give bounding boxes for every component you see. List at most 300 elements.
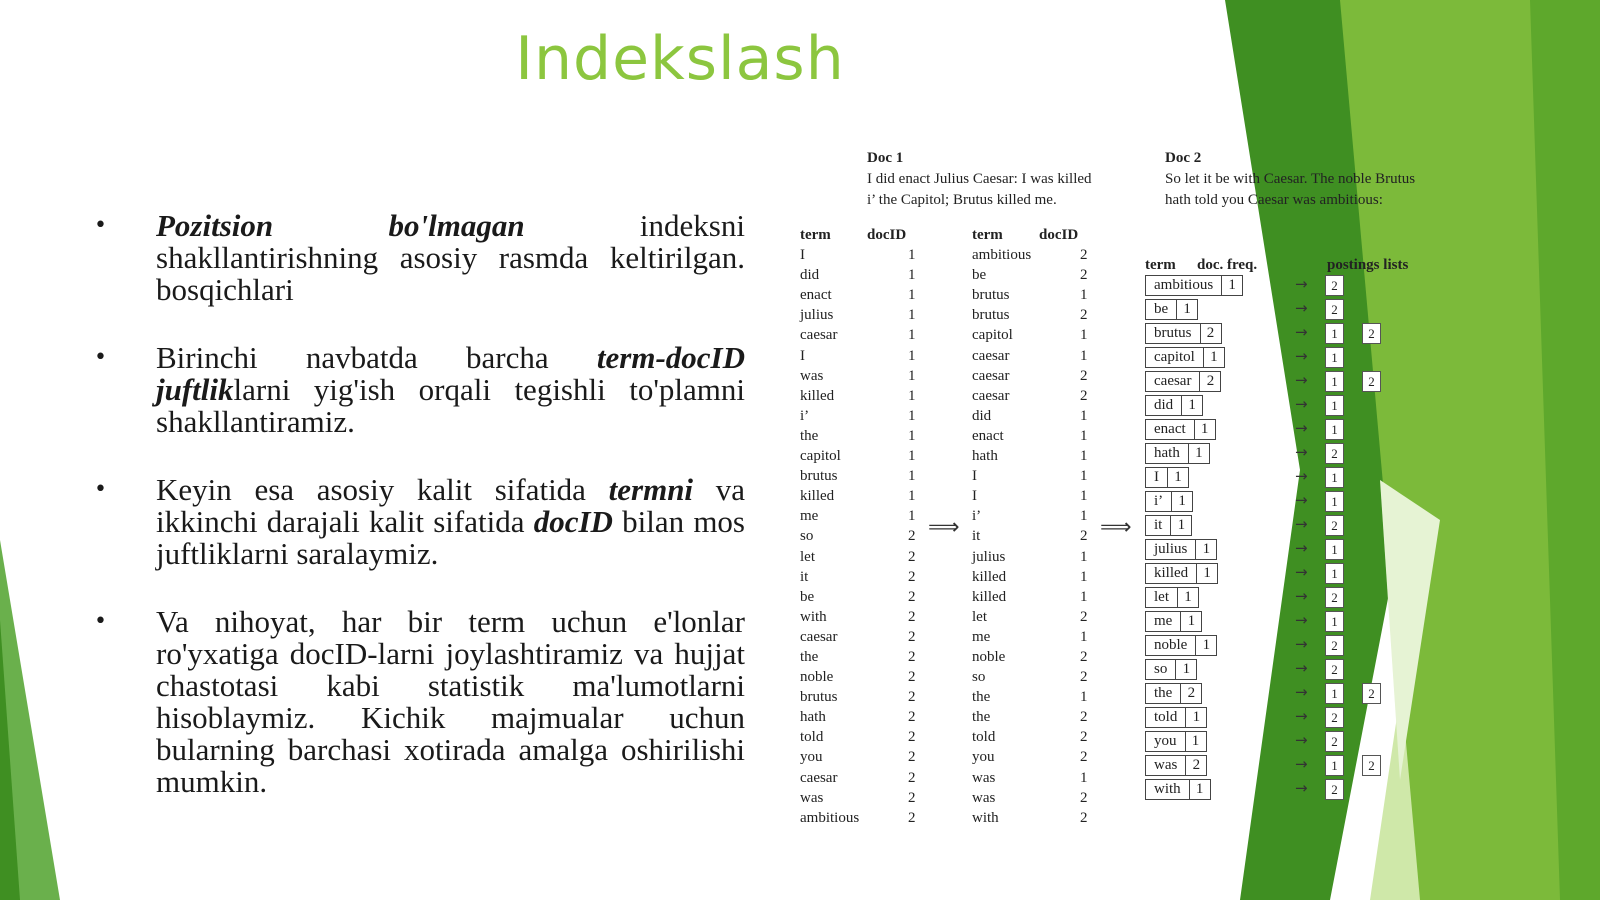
term-cell: you [800,749,823,766]
doc2-line-1: So let it be with Caesar. The noble Brutus [1165,171,1416,187]
unsorted-row [800,366,920,386]
term-cell: it [800,568,809,585]
posting-docid: 1 [1325,323,1344,344]
posting-docid: 1 [1325,347,1344,368]
term-cell: told [972,729,996,746]
term-header: term [800,227,831,243]
term-cell: so [972,669,986,686]
docid-cell: 1 [908,468,916,485]
pointer-arrow: → [1295,299,1308,317]
pointer-arrow: → [1295,371,1308,389]
bullet-3-text-b: va ikkinchi darajali kalit sifatida [156,472,745,539]
doc-freq: 1 [1196,539,1217,560]
sorted-row [972,386,1092,406]
posting-docid: 2 [1325,299,1344,320]
docid-cell: 1 [1080,327,1088,344]
posting-docid: 1 [1325,419,1344,440]
postings-list [1325,635,1344,656]
unsorted-row [800,727,920,747]
posting-docid: 2 [1325,275,1344,296]
dict-term-header: term [1145,257,1176,273]
docid-cell: 2 [908,528,916,545]
sorted-row [972,788,1092,808]
posting-docid: 2 [1325,707,1344,728]
docid-cell: 1 [908,367,916,384]
unsorted-row [800,386,920,406]
term-cell: capitol [800,448,841,465]
pointer-arrow: → [1295,443,1308,461]
docid-cell: 1 [908,387,916,404]
unsorted-row [800,466,920,486]
sorted-row [972,285,1092,305]
term-cell: enact [800,287,832,304]
term-cell: caesar [972,387,1010,404]
unsorted-row [800,567,920,587]
docid-cell: 2 [1080,367,1088,384]
postings-list [1325,731,1344,752]
dictionary-term: julius [1145,539,1196,560]
dictionary-term: with [1145,779,1190,800]
dictionary-entry [1145,659,1197,680]
dictionary-entry [1145,275,1243,296]
sorted-row [972,567,1092,587]
unsorted-row [800,788,920,808]
unsorted-row [800,607,920,627]
docid-cell: 1 [1080,588,1088,605]
bullet-item-4 [90,606,745,798]
pointer-arrow: → [1295,707,1308,725]
dictionary-entry [1145,491,1193,512]
dictionary-term: brutus [1145,323,1201,344]
dictionary-term: so [1145,659,1176,680]
docid-cell: 2 [1080,709,1088,726]
term-cell: be [800,588,815,605]
dictionary-term: killed [1145,563,1197,584]
doc-freq: 1 [1204,347,1225,368]
term-cell: julius [800,307,834,324]
unsorted-row [800,426,920,446]
pointer-arrow: → [1295,539,1308,557]
posting-docid: 1 [1325,563,1344,584]
posting-docid: 2 [1362,683,1381,704]
doc2-caption [1165,148,1415,211]
bullet-2-emphasis: term-docID juftlik [156,340,745,407]
term-cell: enact [972,427,1004,444]
dictionary-term: I [1145,467,1168,488]
docid-cell: 2 [908,789,916,806]
dictionary-entry [1145,635,1217,656]
postings-list [1325,539,1344,560]
docid-cell: 1 [1080,548,1088,565]
dictionary-term: i’ [1145,491,1172,512]
unsorted-row [800,506,920,526]
sorted-row [972,587,1092,607]
posting-docid: 2 [1325,587,1344,608]
docid-cell: 2 [1080,648,1088,665]
posting-docid: 2 [1362,755,1381,776]
docid-cell: 2 [1080,608,1088,625]
unsorted-row [800,587,920,607]
posting-docid: 2 [1362,323,1381,344]
docid-cell: 2 [908,729,916,746]
dictionary-entry [1145,299,1198,320]
doc-freq: 1 [1186,731,1207,752]
term-cell: I [972,468,977,485]
unsorted-row [800,486,920,506]
docid-cell: 2 [908,568,916,585]
term-cell: let [972,608,987,625]
posting-docid: 1 [1325,539,1344,560]
sorted-row [972,486,1092,506]
doc-freq: 1 [1196,635,1217,656]
unsorted-row [800,245,920,265]
doc2-line-2: hath told you Caesar was ambitious: [1165,192,1383,208]
postings-list [1325,419,1344,440]
postings-list [1325,443,1344,464]
postings-list [1325,323,1381,344]
docid-cell: 2 [1080,307,1088,324]
doc-freq: 1 [1195,419,1216,440]
term-cell: be [972,267,987,284]
bullet-3-text-c: bilan mos juftliklarni saralaymiz. [156,504,745,571]
term-cell: so [800,528,814,545]
unsorted-row [800,325,920,345]
docid-cell: 2 [1080,247,1088,264]
docid-cell: 1 [908,448,916,465]
posting-docid: 2 [1325,515,1344,536]
unsorted-row [800,526,920,546]
term-cell: was [972,769,996,786]
doc-freq: 1 [1189,443,1210,464]
arrow-unsorted-to-sorted: ⟹ [928,515,960,540]
term-cell: i’ [800,407,810,424]
pointer-arrow: → [1295,275,1308,293]
bullet-glyph: • [94,213,107,238]
sorted-row [972,305,1092,325]
sorted-row [972,627,1092,647]
dictionary-entry [1145,611,1202,632]
slide-title: Indekslash [515,24,845,94]
bullet-1-text: indeksni shakllantirishning asosiy rasmda keltirilgan. bosqichlari [156,208,745,307]
term-cell: was [800,367,824,384]
postings-list [1325,779,1344,800]
docid-cell: 1 [908,287,916,304]
bullet-3-emphasis-b: docID [533,504,613,539]
doc-freq: 1 [1182,395,1203,416]
term-cell: told [800,729,824,746]
pointer-arrow: → [1295,419,1308,437]
docid-header: docID [867,227,907,243]
docid-header: docID [1039,227,1079,243]
docid-cell: 1 [908,508,916,525]
arrow-sorted-to-dictionary: ⟹ [1100,515,1132,540]
postings-list [1325,491,1344,512]
pointer-arrow: → [1295,731,1308,749]
dictionary-term: it [1145,515,1171,536]
dictionary-term: hath [1145,443,1189,464]
docid-cell: 1 [908,427,916,444]
postings-list [1325,515,1344,536]
unsorted-row [800,667,920,687]
pointer-arrow: → [1295,395,1308,413]
docid-cell: 1 [1080,468,1088,485]
term-cell: killed [800,387,835,404]
docid-cell: 1 [908,407,916,424]
bullet-2-text-a: Birinchi navbatda barcha [156,340,597,375]
docid-cell: 2 [908,669,916,686]
term-cell: noble [972,648,1006,665]
unsorted-row [800,627,920,647]
bullet-3-text-a: Keyin esa asosiy kalit sifatida [156,472,609,507]
posting-docid: 1 [1325,683,1344,704]
bullet-1-emphasis: Pozitsion bo'lmagan [156,208,525,243]
dictionary-entry [1145,587,1199,608]
postings-list [1325,659,1344,680]
term-cell: caesar [972,347,1010,364]
docid-cell: 1 [908,488,916,505]
sorted-row [972,808,1092,828]
postings-list [1325,299,1344,320]
pointer-arrow: → [1295,467,1308,485]
pointer-arrow: → [1295,779,1308,797]
doc-freq: 2 [1201,323,1222,344]
postings-list [1325,587,1344,608]
posting-docid: 2 [1325,635,1344,656]
term-cell: i’ [972,508,982,525]
dictionary-entry [1145,467,1189,488]
docid-cell: 2 [908,769,916,786]
doc-freq: 1 [1222,275,1243,296]
bullet-item-1 [90,210,745,306]
postings-list [1325,347,1344,368]
term-header: term [972,227,1003,243]
sorted-row [972,346,1092,366]
unsorted-row [800,547,920,567]
sorted-row [972,526,1092,546]
doc1-caption [867,148,1092,211]
term-cell: brutus [800,689,838,706]
term-cell: killed [800,488,835,505]
dictionary-entry [1145,539,1217,560]
dictionary-entry [1145,731,1207,752]
unsorted-row [800,687,920,707]
doc-freq: 1 [1171,515,1192,536]
docid-cell: 2 [1080,729,1088,746]
docid-cell: 1 [908,247,916,264]
dictionary-entry [1145,347,1225,368]
dictionary-entry [1145,443,1210,464]
dictionary-entry [1145,779,1211,800]
docid-cell: 1 [908,267,916,284]
postings-list [1325,707,1344,728]
postings-list [1325,275,1344,296]
unsorted-row [800,647,920,667]
sorted-row [972,707,1092,727]
dictionary-entry [1145,707,1207,728]
dictionary-term: was [1145,755,1186,776]
docid-cell: 1 [908,327,916,344]
sorted-row [972,506,1092,526]
posting-docid: 1 [1325,755,1344,776]
dictionary-term: did [1145,395,1182,416]
sorted-row [972,426,1092,446]
term-cell: hath [972,448,998,465]
pointer-arrow: → [1295,323,1308,341]
posting-docid: 2 [1325,659,1344,680]
posting-docid: 1 [1325,491,1344,512]
docid-cell: 1 [1080,287,1088,304]
doc-freq: 2 [1200,371,1221,392]
dictionary-term: noble [1145,635,1196,656]
docid-cell: 1 [908,307,916,324]
posting-docid: 1 [1325,467,1344,488]
doc-freq: 1 [1172,491,1193,512]
posting-docid: 2 [1362,371,1381,392]
doc1-line-2: i’ the Capitol; Brutus killed me. [867,192,1057,208]
docid-cell: 1 [908,347,916,364]
dictionary-entry [1145,395,1203,416]
sorted-row [972,245,1092,265]
dictionary-term: ambitious [1145,275,1222,296]
docid-cell: 2 [908,749,916,766]
dictionary-term: me [1145,611,1181,632]
term-cell: julius [972,548,1006,565]
doc-freq: 1 [1168,467,1189,488]
docid-cell: 2 [908,689,916,706]
doc-freq: 2 [1186,755,1207,776]
bullet-4-text: Va nihoyat, har bir term uchun e'lonlar ro'yxatiga docID-larni joylashtiramiz va hujjat chastotasi kabi statistik ma'lumotlarni hisoblaymiz. Kichik majmualar uchun bularning barchasi xotirada amalga oshirilishi mumkin. [156,604,745,799]
pointer-arrow: → [1295,563,1308,581]
docid-cell: 1 [1080,407,1088,424]
dictionary-entry [1145,755,1207,776]
term-cell: the [800,427,819,444]
sorted-header-row [972,225,1092,245]
doc-freq: 1 [1181,611,1202,632]
dictionary-entry [1145,371,1221,392]
term-cell: I [800,347,805,364]
postings-list [1325,755,1381,776]
bullet-list [90,210,745,798]
sorted-row [972,607,1092,627]
dictionary-entry [1145,563,1218,584]
term-cell: caesar [800,327,838,344]
docid-cell: 2 [908,648,916,665]
docid-cell: 1 [1080,769,1088,786]
unsorted-row [800,707,920,727]
doc-freq: 1 [1197,563,1218,584]
docid-cell: 2 [1080,387,1088,404]
postings-header: postings lists [1327,257,1409,273]
term-cell: brutus [800,468,838,485]
unsorted-row [800,305,920,325]
doc-freq: 1 [1176,659,1197,680]
term-cell: capitol [972,327,1013,344]
docid-cell: 1 [1080,628,1088,645]
docid-cell: 2 [908,588,916,605]
sorted-term-docid-table [972,225,1092,828]
docid-cell: 1 [1080,568,1088,585]
bullet-item-3 [90,474,745,570]
term-cell: hath [800,709,826,726]
bullet-glyph: • [94,609,107,634]
unsorted-row [800,768,920,788]
docid-cell: 2 [908,809,916,826]
doc-freq: 1 [1178,587,1199,608]
sorted-row [972,446,1092,466]
bullet-glyph: • [94,477,107,502]
doc1-title: Doc 1 [867,150,904,166]
term-cell: the [800,648,819,665]
postings-list [1325,611,1344,632]
bullet-glyph: • [94,345,107,370]
sorted-row [972,747,1092,767]
sorted-row [972,727,1092,747]
dictionary-entry [1145,683,1202,704]
sorted-row [972,466,1092,486]
bullet-item-2 [90,342,745,438]
term-cell: caesar [972,367,1010,384]
term-cell: caesar [800,628,838,645]
docid-cell: 2 [1080,749,1088,766]
docid-cell: 1 [1080,427,1088,444]
sorted-row [972,265,1092,285]
term-cell: the [972,689,991,706]
docid-cell: 2 [1080,528,1088,545]
postings-list [1325,467,1344,488]
pointer-arrow: → [1295,611,1308,629]
postings-list [1325,395,1344,416]
doc-freq: 2 [1181,683,1202,704]
dictionary-term: the [1145,683,1181,704]
posting-docid: 2 [1325,779,1344,800]
pointer-arrow: → [1295,587,1308,605]
unsorted-row [800,406,920,426]
pointer-arrow: → [1295,755,1308,773]
dictionary-term: capitol [1145,347,1204,368]
term-cell: noble [800,669,834,686]
term-cell: with [800,608,827,625]
term-cell: the [972,709,991,726]
term-cell: killed [972,588,1007,605]
term-cell: caesar [800,769,838,786]
term-cell: brutus [972,287,1010,304]
unsorted-row [800,265,920,285]
pointer-arrow: → [1295,515,1308,533]
dictionary-entry [1145,515,1192,536]
unsorted-header-row [800,225,920,245]
dictionary-term: let [1145,587,1178,608]
doc1-line-1: I did enact Julius Caesar: I was killed [867,171,1092,187]
term-cell: ambitious [800,809,860,826]
docid-cell: 2 [1080,789,1088,806]
sorted-row [972,687,1092,707]
unsorted-row [800,346,920,366]
sorted-row [972,547,1092,567]
posting-docid: 1 [1325,611,1344,632]
pointer-arrow: → [1295,659,1308,677]
docid-cell: 1 [1080,347,1088,364]
postings-list [1325,371,1381,392]
sorted-row [972,325,1092,345]
docid-cell: 2 [1080,669,1088,686]
dictionary-term: told [1145,707,1186,728]
term-cell: you [972,749,995,766]
unsorted-term-docid-table [800,225,920,828]
dictionary-entry [1145,323,1222,344]
term-cell: me [972,628,991,645]
inverted-index-figure [800,145,1520,855]
docid-cell: 2 [908,548,916,565]
